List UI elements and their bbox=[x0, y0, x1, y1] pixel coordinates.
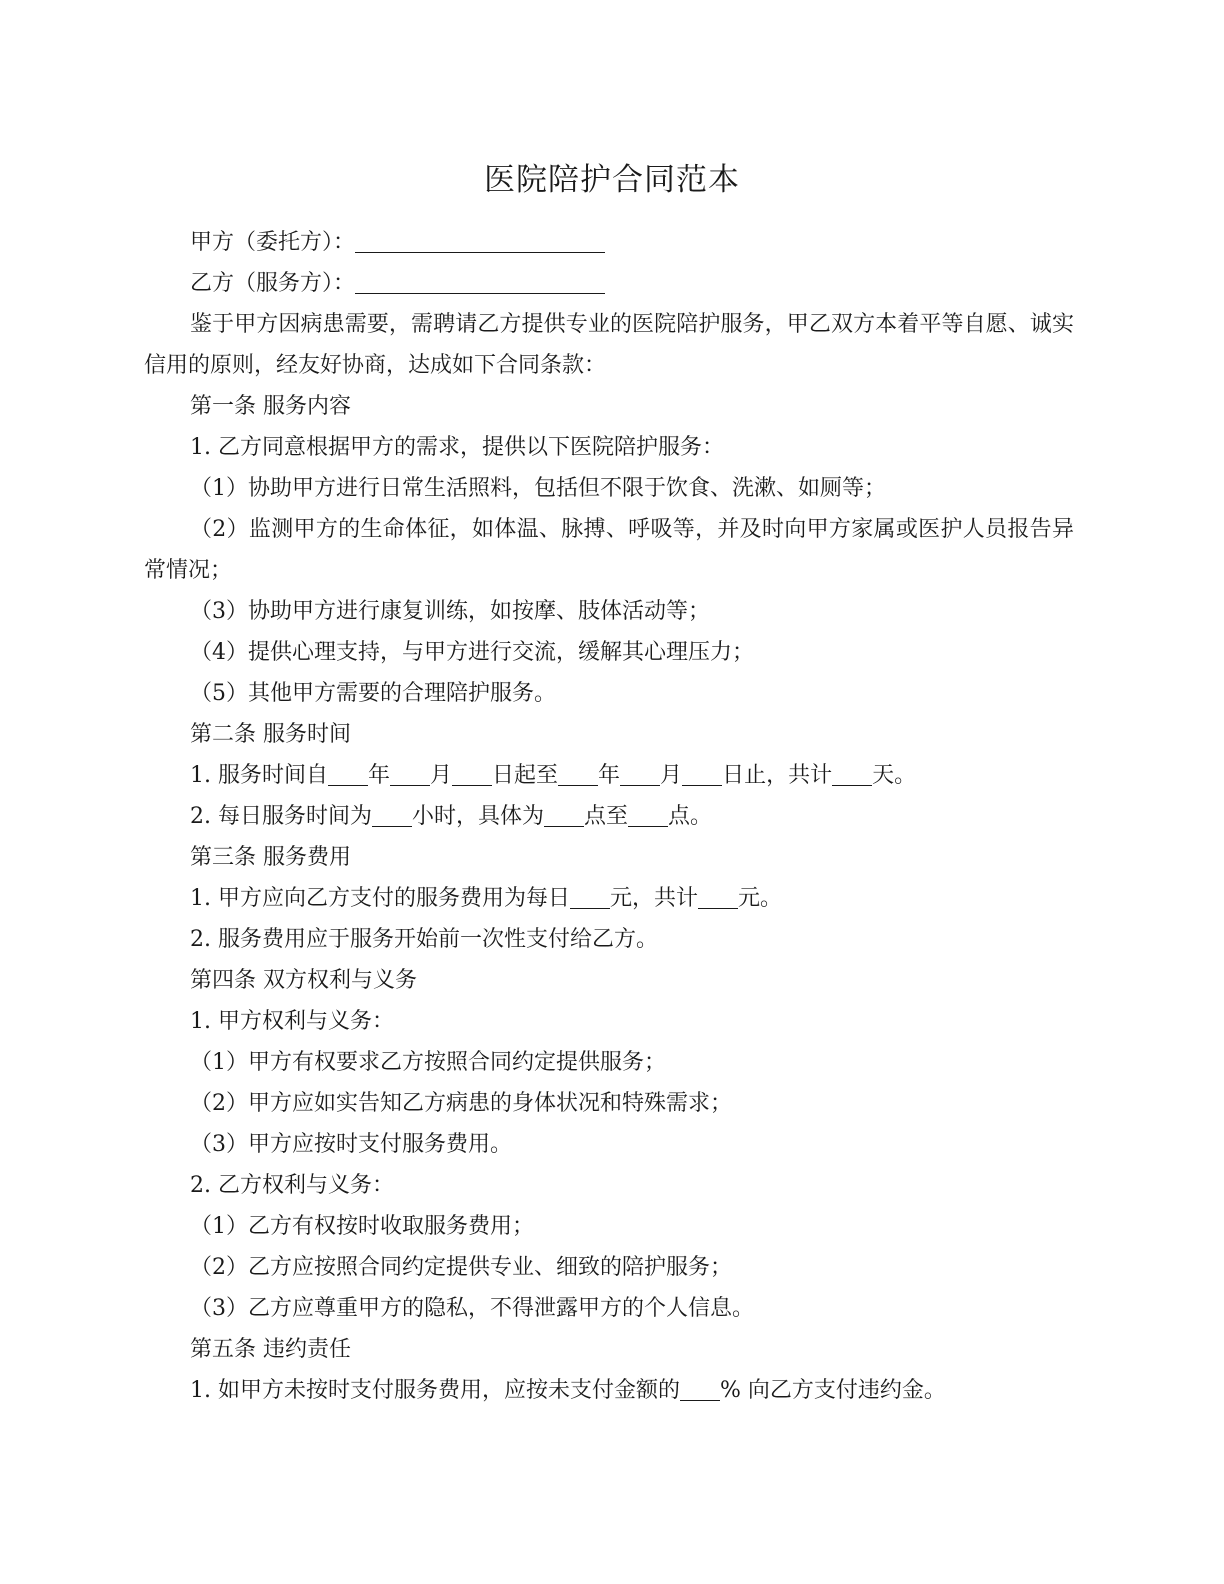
article3-item1-prefix: 1. 甲方应向乙方支付的服务费用为每日 bbox=[190, 886, 570, 911]
article5-item1-text1: % 向乙方支付违约金。 bbox=[720, 1378, 946, 1403]
article2-heading: 第二条 服务时间 bbox=[190, 722, 351, 747]
document-body bbox=[144, 222, 1074, 1411]
article1-sub4: （4）提供心理支持，与甲方进行交流，缓解其心理压力； bbox=[190, 640, 754, 665]
article2-item1-text5: 月 bbox=[660, 763, 683, 788]
article4-a3: （3）甲方应按时支付服务费用。 bbox=[190, 1132, 512, 1157]
article1-sub1: （1）协助甲方进行日常生活照料，包括但不限于饮食、洗漱、如厕等； bbox=[190, 476, 886, 501]
article2-item1-text4: 年 bbox=[598, 763, 621, 788]
total-fee-blank[interactable] bbox=[698, 884, 738, 909]
penalty-percent-blank[interactable] bbox=[680, 1376, 720, 1401]
article4-b2: （2）乙方应按照合同约定提供专业、细致的陪护服务； bbox=[190, 1255, 732, 1280]
start-day-blank[interactable] bbox=[452, 761, 492, 786]
article2-item2-text1: 小时，具体为 bbox=[411, 804, 544, 829]
party-b-label: 乙方（服务方）： bbox=[190, 271, 356, 296]
article2-item1-text3: 日起至 bbox=[492, 763, 559, 788]
article4-party-b-heading: 2. 乙方权利与义务： bbox=[190, 1173, 394, 1198]
total-days-blank[interactable] bbox=[832, 761, 872, 786]
article4-a1: （1）甲方有权要求乙方按照合同约定提供服务； bbox=[190, 1050, 666, 1075]
article5-heading: 第五条 违约责任 bbox=[190, 1337, 351, 1362]
party-a-blank[interactable] bbox=[355, 228, 605, 253]
article3-heading: 第三条 服务费用 bbox=[190, 845, 351, 870]
end-hour-blank[interactable] bbox=[628, 802, 668, 827]
daily-hours-blank[interactable] bbox=[372, 802, 412, 827]
article4-a2: （2）甲方应如实告知乙方病患的身体状况和特殊需求； bbox=[190, 1091, 732, 1116]
article5-item1 bbox=[144, 1370, 1074, 1411]
article4-heading: 第四条 双方权利与义务 bbox=[190, 968, 417, 993]
end-day-blank[interactable] bbox=[682, 761, 722, 786]
article2-item1-text1: 年 bbox=[367, 763, 390, 788]
article2-item1-text2: 月 bbox=[430, 763, 453, 788]
start-hour-blank[interactable] bbox=[544, 802, 584, 827]
end-month-blank[interactable] bbox=[620, 761, 660, 786]
article3-item1 bbox=[144, 878, 1074, 919]
article1-sub2: （2）监测甲方的生命体征，如体温、脉搏、呼吸等，并及时向甲方家属或医护人员报告异常情况； bbox=[144, 517, 1074, 583]
start-year-blank[interactable] bbox=[328, 761, 368, 786]
article3-item1-text1: 元，共计 bbox=[610, 886, 699, 911]
article2-item2 bbox=[144, 796, 1074, 837]
party-b-blank[interactable] bbox=[355, 269, 605, 294]
article1-sub3: （3）协助甲方进行康复训练，如按摩、肢体活动等； bbox=[190, 599, 710, 624]
article4-b3: （3）乙方应尊重甲方的隐私，不得泄露甲方的个人信息。 bbox=[190, 1296, 754, 1321]
article3-item2: 2. 服务费用应于服务开始前一次性支付给乙方。 bbox=[190, 927, 658, 952]
article3-item1-text2: 元。 bbox=[738, 886, 783, 911]
article4-party-a-heading: 1. 甲方权利与义务： bbox=[190, 1009, 394, 1034]
article1-heading: 第一条 服务内容 bbox=[190, 394, 351, 419]
article2-item2-text2: 点至 bbox=[584, 804, 629, 829]
article1-item1: 1. 乙方同意根据甲方的需求，提供以下医院陪护服务： bbox=[190, 435, 724, 460]
article2-item2-prefix: 2. 每日服务时间为 bbox=[190, 804, 372, 829]
article1-sub5: （5）其他甲方需要的合理陪护服务。 bbox=[190, 681, 556, 706]
party-a-line bbox=[144, 222, 1074, 263]
article4-b1: （1）乙方有权按时收取服务费用； bbox=[190, 1214, 534, 1239]
article2-item1-prefix: 1. 服务时间自 bbox=[190, 763, 328, 788]
party-a-label: 甲方（委托方）： bbox=[190, 230, 356, 255]
article5-item1-prefix: 1. 如甲方未按时支付服务费用，应按未支付金额的 bbox=[190, 1378, 680, 1403]
preamble-paragraph: 鉴于甲方因病患需要，需聘请乙方提供专业的医院陪护服务，甲乙双方本着平等自愿、诚实信用的原则，经友好协商，达成如下合同条款： bbox=[144, 312, 1074, 378]
article2-item2-text3: 点。 bbox=[668, 804, 713, 829]
article2-item1-text6: 日止，共计 bbox=[722, 763, 833, 788]
article2-item1 bbox=[144, 755, 1074, 796]
article2-item1-text7: 天。 bbox=[872, 763, 917, 788]
end-year-blank[interactable] bbox=[558, 761, 598, 786]
party-b-line bbox=[144, 263, 1074, 304]
start-month-blank[interactable] bbox=[390, 761, 430, 786]
daily-fee-blank[interactable] bbox=[570, 884, 610, 909]
document-title: 医院陪护合同范本 bbox=[484, 162, 740, 198]
